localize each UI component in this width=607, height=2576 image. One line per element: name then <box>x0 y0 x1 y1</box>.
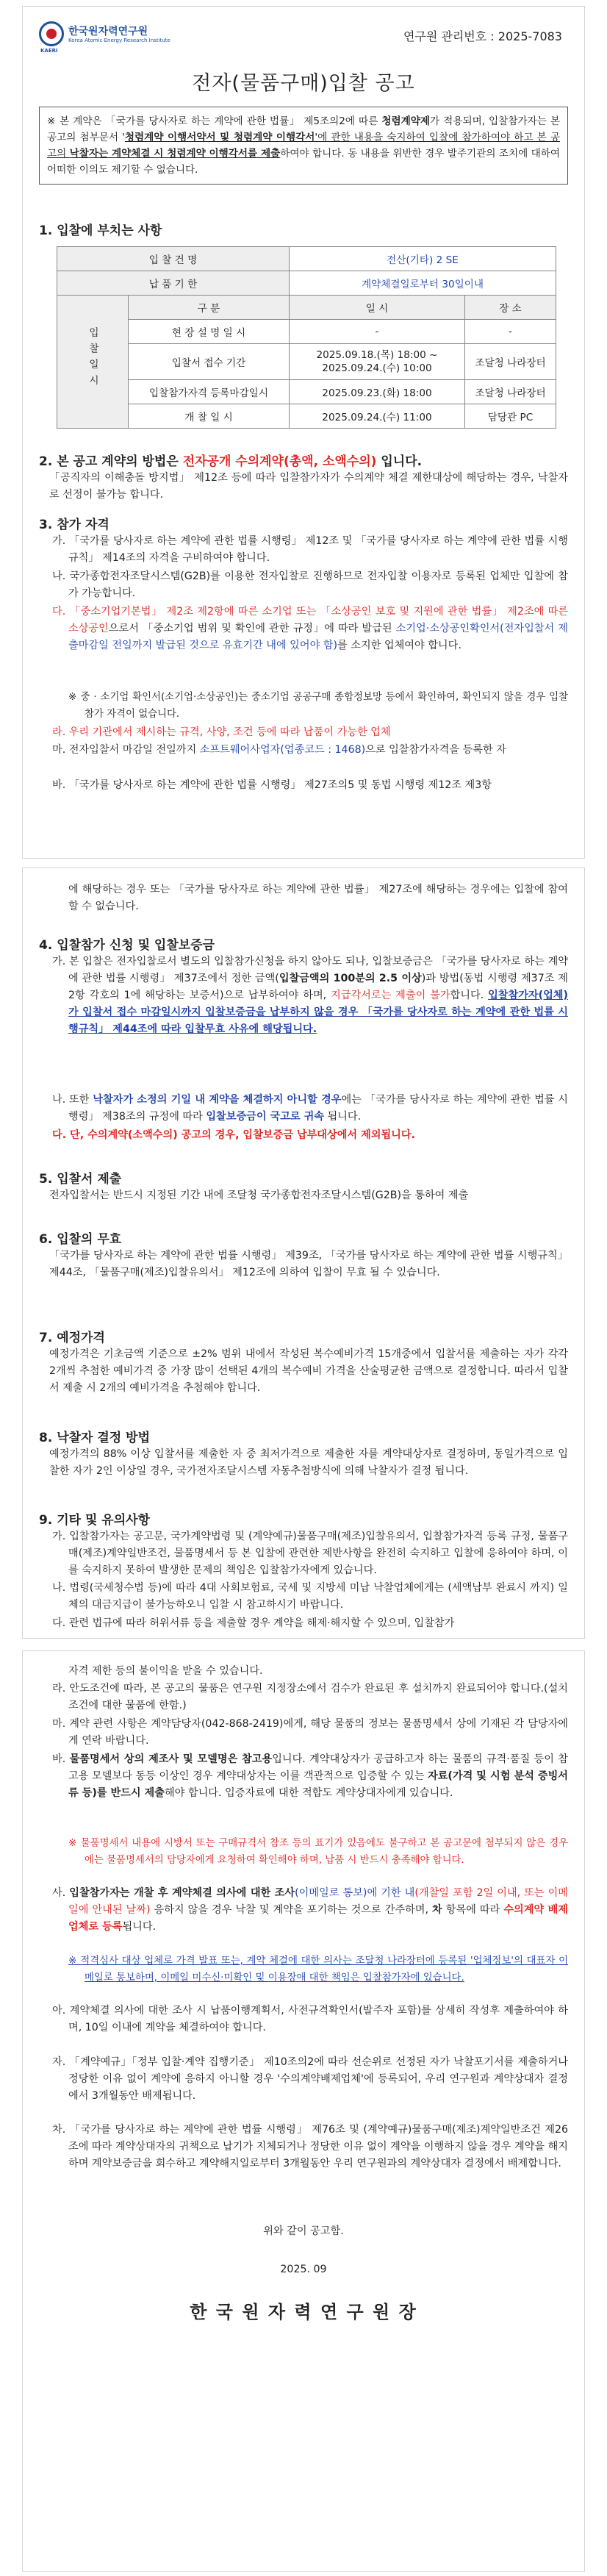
s9-ba-note: ※ 물품명세서 내용에 시방서 또는 구매규격서 참조 등의 표기가 있음에도 불구하고 본 공고문에 첨부되지 않은 경우에는 물품명세서의 담당자에게 요청하여 확인해야 하며, 납품 시 반드시 충족해야 합니다. <box>68 1838 568 1866</box>
deadline-value: 계약체결일로부터 30일이내 <box>290 271 556 296</box>
section-6-body: 「국가를 당사자로 하는 계약에 관한 법률 시행령」 제39조, 「국가를 당사자로 하는 계약에 관한 법률 시행규칙」 제44조, 「물품구매(제조)입찰유의서」 제12조에 의하여 입찰이 무효 될 수 있습니다. <box>49 1250 568 1278</box>
section-1-heading: 1. 입찰에 부치는 사항 <box>39 223 162 238</box>
section-2-body: 「공직자의 이해충돌 방지법」 제12조 등에 따라 입찰참가자가 수의계약 체결 제한대상에 해당하는 경우, 낙찰자로 선정이 불가능 합니다. <box>49 472 568 501</box>
section-4-heading: 4. 입찰참가 신청 및 입찰보증금 <box>39 938 215 953</box>
s9-item-ra: 라. 안도조건에 따라, 본 공고의 물품은 연구원 지정장소에서 검수가 완료된 후 설치까지 완료되어야 합니다.(설치 조건에 대한 물품에 한함.) <box>52 1683 568 1711</box>
table-row: 입찰참가자격 등록마감일시 2025.09.23.(화) 18:00 조달청 나라장터 <box>57 380 556 404</box>
section-8-body: 예정가격의 88% 이상 입찰서를 제출한 자 중 최저가격으로 제출한 자를 계약대상자로 결정하며, 동일가격으로 입찰한 자가 2인 이상일 경우, 국가전자조달시스템 자동추첨방식에 의해 낙찰자가 결정 됩니다. <box>49 1448 568 1477</box>
s9-item-a: 아. 계약체결 의사에 대한 조사 시 납품이행계획서, 사전규격확인서(발주자 포함)를 상세히 작성후 제출하여야 하며, 10일 이내에 계약을 체결하여야 합니다. <box>52 2005 568 2033</box>
bid-datetime-side-label: 입찰일시 <box>57 296 129 429</box>
section-5-heading: 5. 입찰서 제출 <box>39 1172 122 1187</box>
integrity-notice-box: ※ 본 계약은 「국가를 당사자로 하는 계약에 관한 법률」 제5조의2에 따른 청렴계약제가 적용되며, 입찰참가자는 본 공고의 첨부문서 '청렴계약 이행서약서 및 청렴계약 이행각서'에 관한 내용을 숙지하여 입찰에 참가하여야 하고 본 공고의 낙찰자는 계약체결 시 청렴계약 이행각서를 제출하여야 합니다. 동 내용을 위반한 경우 발주기관의 조치에 대하여 어떠한 이의도 제기할 수 없습니다. <box>39 107 568 185</box>
s9-item-ga: 가. 입찰참가자는 공고문, 국가계약법령 및 (계약예규)물품구매(제조)입찰유의서, 입찰참가자격 등록 규정, 물품구매(제조)계약일반조건, 물품명세서 등 본 입찰에 관련한 제반사항을 완전히 숙지하고 입찰에 응하여야 하며, 이를 숙지하지 못하여 발생한 문제의 책임은 입찰참가자에게 있습니다. <box>52 1531 568 1576</box>
s3-item-ba: 바. 「국가를 당사자로 하는 계약에 관한 법률 시행령」 제27조의5 및 동법 시행령 제12조 제3항 <box>52 779 492 791</box>
s3-item-da: 다. 「중소기업기본법」 제2조 제2항에 따른 소기업 또는 「소상공인 보호 및 지원에 관한 법률」 제2조에 따른 소상공인으로서 「중소기업 범위 및 확인에 관한 규정」에 따라 발급된 소기업·소상공인확인서(전자입찰서 제출마감일 전일까지 발급된 것으로 유효기간 내에 있어야 함)를 소지한 업체여야 합니다. <box>52 606 568 651</box>
management-number: 연구원 관리번호 : 2025-7083 <box>403 29 562 43</box>
document-page-2 <box>22 867 585 1639</box>
section-3-heading: 3. 참가 자격 <box>39 518 109 532</box>
col-header-division: 구 분 <box>129 296 290 320</box>
closing-statement: 위와 같이 공고함. <box>263 2225 344 2237</box>
table-row: 개 찰 일 시 2025.09.24.(수) 11:00 담당관 PC <box>57 404 556 429</box>
s3-ba-continued: 에 해당하는 경우 또는 「국가를 당사자로 하는 계약에 관한 법률」 제27조에 해당하는 경우에는 입찰에 참여할 수 없습니다. <box>68 884 568 912</box>
s3-item-na: 나. 국가종합전자조달시스템(G2B)를 이용한 전자입찰로 진행하므로 전자입찰 이용자로 등록된 업체만 입찰에 참가 가능합니다. <box>52 570 568 599</box>
section-6-heading: 6. 입찰의 무효 <box>39 1232 122 1247</box>
section-9-heading: 9. 기타 및 유의사항 <box>39 1513 150 1528</box>
document-page-3 <box>22 1650 585 2572</box>
s9-item-ma: 마. 계약 관련 사항은 계약담당자(042-868-2419)에게, 해당 물품의 정보는 물품명세서 상에 기재된 각 담당자에게 연락 바랍니다. <box>52 1718 568 1747</box>
section-5-body: 전자입찰서는 반드시 지정된 기간 내에 조달청 국가종합전자조달시스템(G2B)을 통하여 제출 <box>49 1189 469 1201</box>
bid-name-label: 입 찰 건 명 <box>57 247 290 271</box>
s9-item-na: 나. 법령(국세청수법 등)에 따라 4대 사회보험료, 국세 및 지방세 미납 낙찰업체에게는 (세액납부 완료시 까지) 일체의 대금지급이 불가능하오니 입찰 시 참고하시기 바랍니다. <box>52 1582 568 1611</box>
page-title: 전자(물품구매)입찰 공고 <box>192 72 415 95</box>
deadline-label: 납 품 기 한 <box>57 271 290 296</box>
section-7-heading: 7. 예정가격 <box>39 1331 105 1345</box>
notice-date: 2025. 09 <box>280 2264 327 2275</box>
s3-item-ra: 라. 우리 기관에서 제시하는 규격, 사양, 조건 등에 따라 납품이 가능한 업체 <box>52 726 391 738</box>
section-7-body: 예정가격은 기초금액 기준으로 ±2% 범위 내에서 작성된 복수예비가격 15개중에서 입찰서를 제출하는 자가 각각 2개씩 추첨한 예비가격 중 가장 많이 선택된 4개의 복수예비 가격을 산술평균한 금액으로 결정합니다. 따라서 입찰서 제출 시 2개의 예비가격을 추첨해야 합니다. <box>49 1348 568 1394</box>
s9-item-sa: 사. 입찰참가자는 개찰 후 계약체결 의사에 대한 조사(이메일로 통보)에 기한 내(개찰일 포함 2일 이내, 또는 이메일에 안내된 날짜) 응하지 않을 경우 낙찰 및 계약을 포기하는 것으로 간주하며, 차 항목에 따라 수의계약 배제업체로 등록됩니다. <box>52 1887 568 1933</box>
s9-item-ba: 바. 물품명세서 상의 제조사 및 모델명은 참고용입니다. 계약대상자가 공급하고자 하는 물품의 규격·품질 등이 참고용 모델보다 동등 이상인 경우 계약대상자는 이를 객관적으로 입증할 수 있는 자료(가격 및 시험 분석 증빙서류 등)를 반드시 제출해야 합니다. 입증자료에 대한 적합도 계약상대자에게 있습니다. <box>52 1753 569 1799</box>
section-8-heading: 8. 낙찰자 결정 방법 <box>39 1431 150 1445</box>
s4-item-na: 나. 또한 낙찰자가 소정의 기일 내 계약을 체결하지 아니할 경우에는 「국가를 당사자로 하는 계약에 관한 법률 시행령」 제38조의 규정에 따라 입찰보증금이 국고로 귀속 됩니다. <box>52 1094 568 1123</box>
s4-item-da: 다. 단, 수의계약(소액수의) 공고의 경우, 입찰보증금 납부대상에서 제외됩니다. <box>52 1129 415 1141</box>
section-2-heading: 2. 본 공고 계약의 방법은 전자공개 수의계약(총액, 소액수의) 입니다. <box>39 454 423 469</box>
issuer-name: 한 국 원 자 력 연 구 원 장 <box>190 2302 417 2322</box>
s9-item-da: 다. 관련 법규에 따라 허위서류 등을 제출할 경우 계약을 해제·해지할 수 있으며, 입찰참가 <box>52 1617 455 1629</box>
document-page-1 <box>22 6 585 859</box>
s9-item-cha: 차. 「국가를 당사자로 하는 계약에 관한 법률 시행령」 제76조 및 (계약예규)물품구매(제조)계약일반조건 제26조에 따라 계약상대자의 귀책으로 납기가 지체되거나 정당한 이유 없이 계약을 이행하지 않을 경우 계약을 해지하며 계약보증금을 회수하고 계약해지일로부터 3개월동안 우리 연구원과의 계약상대자 결정에서 배제합니다. <box>52 2124 568 2169</box>
s9-sa-note: ※ 적격심사 대상 업체로 가격 발표 또는, 계약 체결에 대한 의사는 조달청 나라장터에 등록된 '업체정보'의 대표자 이메일로 통보하며, 이메일 미수신·미확인 및 이용장애 대한 책임은 입찰참가자에 있습니다. <box>68 1956 568 1983</box>
logo-org-name-en: Korea Atomic Energy Research Institute <box>68 37 170 43</box>
s9-da-continued: 자격 제한 등의 불이익을 받을 수 있습니다. <box>68 1665 263 1677</box>
table-row: 입찰서 접수 기간 2025.09.18.(목) 18:00 ~ 2025.09.24.(수) 10:00 조달청 나라장터 <box>57 344 556 380</box>
col-header-place: 장 소 <box>465 296 556 320</box>
kaeri-emblem-icon <box>39 21 64 46</box>
logo-org-name: 한국원자력연구원 <box>68 26 148 37</box>
table-row: 현 장 설 명 일 시 - - <box>57 320 556 344</box>
s9-item-ja: 자. 「계약예규」「정부 입찰·계약 집행기준」 제10조의2에 따라 선순위로 선정된 자가 낙찰포기서를 제출하거나 정당한 이유 없이 계약에 응하지 아니할 경우 '수의계약배제업체'에 등록되어, 우리 연구원과 계약상대자 결정에서 3개월동안 배제됩니다. <box>52 2056 568 2102</box>
logo-abbr: KAERI <box>40 48 58 54</box>
s3-da-note: ※ 중 · 소기업 확인서(소기업·소상공인)는 중소기업 공공구매 종합정보망 등에서 확인하여, 확인되지 않을 경우 입찰 참가 자격이 없습니다. <box>68 692 568 720</box>
col-header-datetime: 일 시 <box>290 296 465 320</box>
kaeri-logo <box>39 20 170 54</box>
s4-item-ga: 가. 본 입찰은 전자입찰로서 별도의 입찰참가신청을 하지 않아도 되나, 입찰보증금은 「국가를 당사자로 하는 계약에 관한 법률 시행령」 제37조에서 정한 금액(입찰금액의 100분의 2.5 이상)과 방법(동법 시행령 제37조 제2항 각호의 1에 해당하는 보증서)으로 납부하여야 하며, 지급각서로는 제출이 불가합니다. 입찰참가자(업체)가 입찰서 접수 마감일시까지 입찰보증금을 납부하지 않을 경우 「국가를 당사자로 하는 계약에 관한 법률 시행규칙」 제44조에 따라 입찰무효 사유에 해당됩니다. <box>52 956 568 1035</box>
bid-schedule-table <box>57 246 556 429</box>
bid-name-value: 전산(기타) 2 SE <box>290 247 556 271</box>
s3-item-ma: 마. 전자입찰서 마감일 전일까지 소프트웨어사업자(업종코드 : 1468)으로 입찰참가자격을 등록한 자 <box>52 744 506 756</box>
s3-item-ga: 가. 「국가를 당사자로 하는 계약에 관한 법률 시행령」 제12조 및 「국가를 당사자로 하는 계약에 관한 법률 시행규칙」 제14조의 자격을 구비하여야 합니다. <box>52 535 568 564</box>
